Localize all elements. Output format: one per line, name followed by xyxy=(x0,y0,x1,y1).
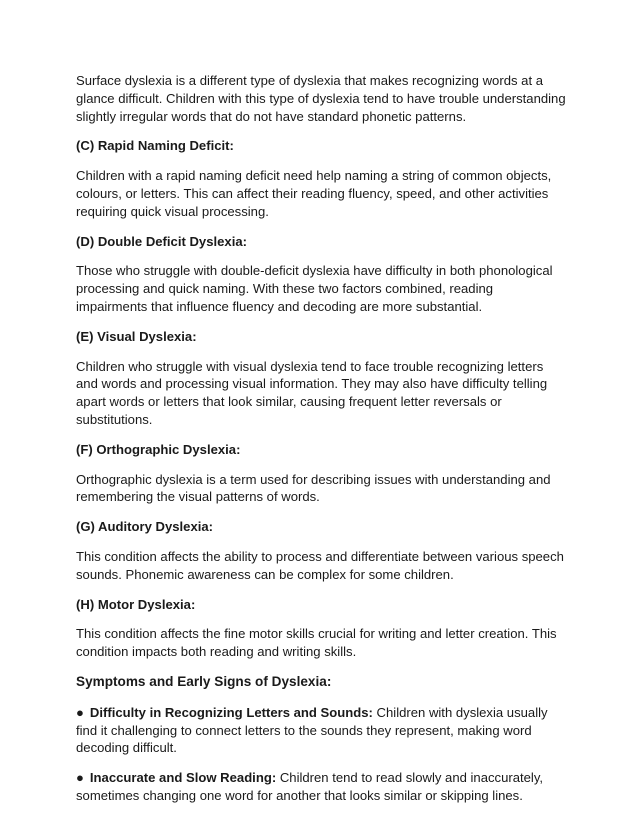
document-page xyxy=(76,72,566,817)
section-body-visual: Children who struggle with visual dyslexia tend to face trouble recognizing letters and words and processing visual information. They may also have difficulty telling apart words or letters that look similar, causing frequent letter reversals or substitutions. xyxy=(76,358,548,427)
bullet-text: Children tend to read slowly and inaccurately, sometimes changing one word for another that looks similar or skipping lines. xyxy=(76,770,544,803)
section-body-orthographic: Orthographic dyslexia is a term used for describing issues with understanding and remembering the visual patterns of words. xyxy=(76,471,551,505)
bullet-term: Difficulty in Recognizing Letters and Sounds: xyxy=(89,704,373,720)
section-body-auditory: This condition affects the ability to process and differentiate between various speech sounds. Phonemic awareness can be complex for some children. xyxy=(76,548,564,582)
section-body-double-deficit: Those who struggle with double-deficit dyslexia have difficulty in both phonological processing and quick naming. With these two factors combined, reading impairments that influence fluency and decoding are more substantial. xyxy=(76,263,553,314)
bullet-item xyxy=(76,704,566,757)
bullet-term: Inaccurate and Slow Reading: xyxy=(89,770,277,786)
symptoms-heading: Symptoms and Early Signs of Dyslexia: xyxy=(76,673,332,689)
section-heading-double-deficit: (D) Double Deficit Dyslexia: xyxy=(76,233,247,249)
section-heading-motor: (H) Motor Dyslexia: xyxy=(76,596,196,612)
section-heading-rapid-naming: (C) Rapid Naming Deficit: xyxy=(76,138,234,154)
bullet-item xyxy=(76,769,566,805)
bullet-text: Children with dyslexia usually find it challenging to connect letters to the sounds they represent, making word decoding difficult. xyxy=(76,704,548,756)
section-heading-visual: (E) Visual Dyslexia: xyxy=(76,328,197,344)
section-body-motor: This condition affects the fine motor skills crucial for writing and letter creation. This condition impacts both reading and writing skills. xyxy=(76,626,557,660)
bullet-icon: ● xyxy=(76,770,84,786)
section-heading-orthographic: (F) Orthographic Dyslexia: xyxy=(76,441,241,457)
section-body-rapid-naming: Children with a rapid naming deficit need help naming a string of common objects, colours, or letters. This can affect their reading fluency, speed, and other activities requiring quick visual processing. xyxy=(76,168,552,219)
section-heading-auditory: (G) Auditory Dyslexia: xyxy=(76,519,214,535)
intro-paragraph: Surface dyslexia is a different type of dyslexia that makes recognizing words at a glance difficult. Children with this type of dyslexia tend to have trouble understanding slightly irregular words that do not have standard phonetic patterns. xyxy=(76,73,566,124)
bullet-icon: ● xyxy=(76,704,84,720)
